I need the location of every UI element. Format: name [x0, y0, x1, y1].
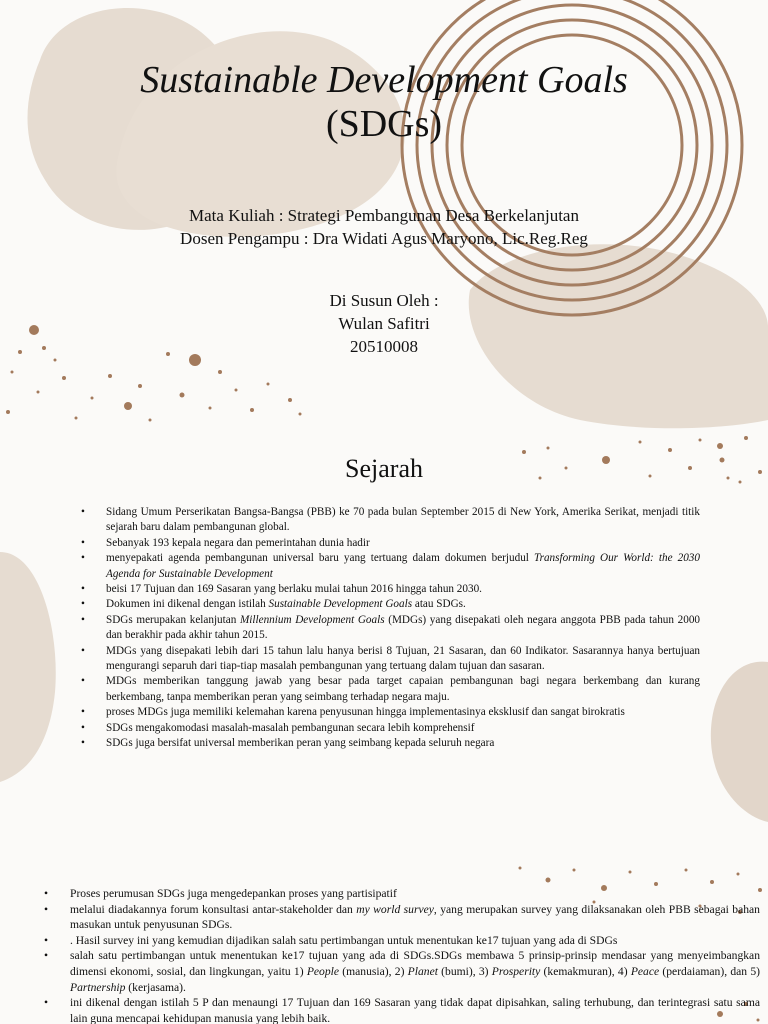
- history-bullet-list: [106, 505, 700, 752]
- bullet-text: , yang merupakan survey yang dilaksanakan oleh PBB sebagai bahan masukan untuk penyusunan SDGs.: [70, 902, 760, 932]
- course-name: Mata Kuliah : Strategi Pembangunan Desa Berkelanjutan: [189, 206, 579, 225]
- bullet-text: salah satu pertimbangan untuk menentukan ke17 tujuan yang ada di SDGs.SDGs membawa 5 prinsip-prinsip mendasar yang menyeimbangkan dimensi ekonomi, sosial, dan lingkungan, yaitu 1): [70, 949, 760, 978]
- bullet-text: (perdaiaman), dan 5): [659, 964, 760, 978]
- italic-term: Transforming Our World: the 2030 Agenda for Sustainable Development: [106, 552, 700, 580]
- bullet-text: Sebanyak 193 kepala negara dan pemerintahan dunia hadir: [106, 536, 370, 549]
- process-slide: [0, 864, 768, 1024]
- title-line-2: (SDGs): [325, 103, 443, 145]
- author-label: Di Susun Oleh :: [329, 291, 439, 310]
- bullet-item: [106, 613, 700, 644]
- process-bullet-list: [70, 886, 760, 1024]
- blob-shape: [0, 552, 56, 782]
- bullet-text: (manusia), 2): [339, 964, 408, 978]
- bullet-text: . Hasil survey ini yang kemudian dijadikan salah satu pertimbangan untuk menentukan ke17 tujuan yang ada di SDGs: [70, 933, 618, 947]
- bullet-item: [70, 948, 760, 995]
- bullet-text: MDGs memberikan tanggung jawab yang besar pada target capaian pembangunan bagi negara berkembang dan kurang berkembang, tanpa memberikan peran yang seimbang terhadap negara maju.: [106, 675, 700, 703]
- bullet-text: proses MDGs juga memiliki kelemahan karena penyusunan hingga implementasinya eksklusif dan sangat birokratis: [106, 706, 625, 719]
- bullet-text: Proses perumusan SDGs juga mengedepankan proses yang partisipatif: [70, 887, 397, 900]
- bullet-text: MDGs yang disepakati lebih dari 15 tahun lalu hanya berisi 8 Tujuan, 21 Sasaran, dan 60 Indikator. Sasarannya hanya bertujuan mengurangi separuh dari tiap-tiap masalah pembangunan yang tertuang dalam tujuan dan sasaran.: [106, 644, 700, 673]
- bullet-item: [106, 551, 700, 582]
- italic-term: People: [306, 964, 340, 978]
- title-line-1: Sustainable Development Goals: [140, 59, 628, 101]
- italic-term: Sustainable Development Goals: [268, 598, 413, 611]
- bullet-item: [106, 674, 700, 705]
- bullet-item: [106, 721, 700, 736]
- bullet-text: (bumi), 3): [437, 964, 492, 978]
- bullet-item: [70, 886, 760, 902]
- bullet-item: [70, 902, 760, 933]
- italic-term: Prosperity: [491, 964, 541, 978]
- bullet-text: beisi 17 Tujuan dan 169 Sasaran yang berlaku mulai tahun 2016 hingga tahun 2030.: [106, 583, 482, 596]
- blob-shape: [711, 662, 768, 822]
- bullet-item: [106, 705, 700, 720]
- bullet-text: SDGs mengakomodasi masalah-masalah pembangunan secara lebih komprehensif: [106, 721, 475, 734]
- bullet-text: atau SDGs.: [412, 598, 466, 611]
- bullet-text: (kemakmuran), 4): [540, 964, 631, 978]
- bullet-text: melalui diadakannya forum konsultasi antar-stakeholder dan: [70, 902, 357, 916]
- slide-title: [0, 58, 768, 146]
- section-heading: Sejarah: [345, 454, 423, 483]
- bullet-text: Dokumen ini dikenal dengan istilah: [106, 598, 269, 611]
- bullet-text: ini dikenal dengan istilah 5 P dan menaungi 17 Tujuan dan 169 Sasaran yang tidak dapat dipisahkan, saling terhubung, dan terintegrasi satu sama lain guna mencapai kehidupan manusia yang lebih baik.: [70, 996, 760, 1024]
- student-id: 20510008: [350, 337, 418, 356]
- italic-term: Millennium Development Goals: [239, 613, 385, 626]
- bullet-item: [70, 995, 760, 1024]
- bullet-text: SDGs juga bersifat universal memberikan peran yang seimbang kepada seluruh negara: [106, 737, 495, 750]
- bullet-text: (MDGs) yang disepakati oleh negara anggota PBB pada tahun 2000 dan berakhir pada akhir tahun 2015.: [106, 613, 701, 642]
- bullet-item: [106, 505, 700, 536]
- italic-term: Partnership: [70, 980, 126, 994]
- bullet-item: [106, 644, 700, 675]
- italic-term: Peace: [630, 964, 660, 978]
- course-info: [0, 204, 768, 250]
- author-info: [0, 289, 768, 358]
- bullet-text: Sidang Umum Perserikatan Bangsa-Bangsa (PBB) ke 70 pada bulan September 2015 di New York, Amerika Serikat, menjadi titik sejarah baru dalam pembangunan global.: [106, 506, 700, 534]
- bullet-text: menyepakati agenda pembangunan universal baru yang tertuang dalam dokumen berjudul: [106, 552, 534, 565]
- author-name: Wulan Safitri: [338, 314, 430, 333]
- history-slide: [0, 432, 768, 864]
- bullet-item: [106, 536, 700, 551]
- bullet-text: (kerjasama).: [125, 980, 186, 994]
- title-slide: [0, 0, 768, 432]
- italic-term: Planet: [407, 964, 438, 978]
- bullet-item: [106, 736, 700, 751]
- bullet-item: [70, 933, 760, 949]
- italic-term: my world survey: [356, 902, 434, 916]
- bullet-text: SDGs merupakan kelanjutan: [106, 613, 240, 626]
- lecturer-name: Dosen Pengampu : Dra Widati Agus Maryono, Lic.Reg.Reg: [180, 229, 588, 248]
- bullet-item: [106, 582, 700, 597]
- bullet-item: [106, 597, 700, 612]
